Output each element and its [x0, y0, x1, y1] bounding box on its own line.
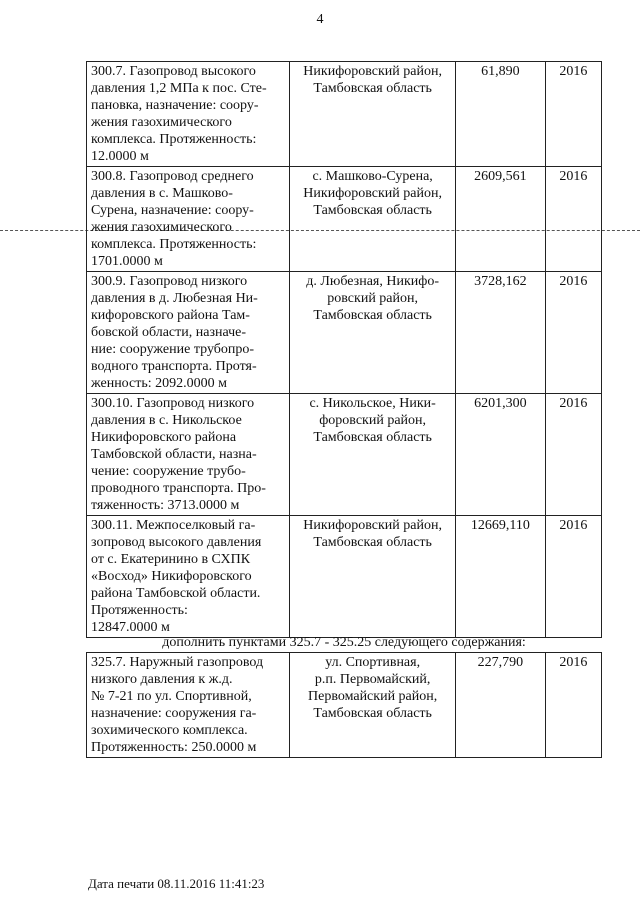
item-location-line: Тамбовская область	[313, 308, 432, 323]
item-location-line: форовский район,	[319, 413, 427, 428]
property-table-additional	[86, 652, 602, 758]
item-description-line: «Восход» Никифоровского	[91, 569, 252, 584]
item-description-line: зохимического комплекса.	[91, 723, 248, 738]
item-location-line: д. Любезная, Никифо-	[306, 274, 439, 289]
item-value: 6201,300	[456, 394, 546, 516]
item-description-line: Протяженность: 250.0000 м	[91, 740, 257, 755]
item-description-line: Тамбовской области, назна-	[91, 447, 257, 462]
item-description	[87, 653, 290, 758]
item-location-line: Никифоровский район,	[303, 518, 442, 533]
item-description-line: № 7-21 по ул. Спортивной,	[91, 689, 252, 704]
item-value: 3728,162	[456, 272, 546, 394]
item-description-line: ние: сооружение трубопро-	[91, 342, 255, 357]
item-description-line: 12.0000 м	[91, 149, 149, 164]
supplement-text: дополнить пунктами 325.7 - 325.25 следующего содержания:	[162, 635, 526, 650]
item-year: 2016	[545, 62, 601, 167]
item-description-line: Сурена, назначение: соору-	[91, 203, 254, 218]
item-location-line: Тамбовская область	[313, 81, 432, 96]
item-description	[87, 394, 290, 516]
item-description-line: от с. Екатеринино в СХПК	[91, 552, 251, 567]
item-location-line: с. Машково-Сурена,	[312, 169, 433, 184]
item-location-line: с. Никольское, Ники-	[309, 396, 436, 411]
table-row	[87, 394, 602, 516]
item-description-line: 325.7. Наружный газопровод	[91, 655, 264, 670]
item-year: 2016	[545, 516, 601, 638]
item-location	[290, 167, 456, 272]
item-location	[290, 62, 456, 167]
property-table	[86, 61, 602, 638]
item-description-line: давления в с. Машково-	[91, 186, 233, 201]
item-description-line: Протяженность:	[91, 603, 188, 618]
property-table-additional-body	[87, 653, 602, 758]
item-description-line: женность: 2092.0000 м	[91, 376, 228, 391]
item-description-line: 300.8. Газопровод среднего	[91, 169, 254, 184]
item-location	[290, 516, 456, 638]
item-description-line: 300.7. Газопровод высокого	[91, 64, 256, 79]
item-location	[290, 272, 456, 394]
print-date-footer: Дата печати 08.11.2016 11:41:23	[88, 876, 265, 891]
item-location-line: Никифоровский район,	[303, 186, 442, 201]
item-value: 12669,110	[456, 516, 546, 638]
item-description-line: кифоровского района Там-	[91, 308, 250, 323]
item-year: 2016	[545, 167, 601, 272]
item-description-line: бовской области, назначе-	[91, 325, 247, 340]
item-location	[290, 394, 456, 516]
item-description-line: района Тамбовской области.	[91, 586, 261, 601]
item-description-line: пановка, назначение: соору-	[91, 98, 259, 113]
item-year: 2016	[545, 394, 601, 516]
item-description-line: 300.10. Газопровод низкого	[91, 396, 255, 411]
item-location-line: Первомайский район,	[308, 689, 438, 704]
item-description-line: 300.11. Межпоселковый га-	[91, 518, 256, 533]
item-value: 61,890	[456, 62, 546, 167]
page-number: 4	[316, 12, 324, 27]
item-description-line: комплекса. Протяженность:	[91, 237, 257, 252]
item-description-line: давления в с. Никольское	[91, 413, 242, 428]
item-description-line: проводного транспорта. Про-	[91, 481, 266, 496]
item-description	[87, 516, 290, 638]
item-description-line: зопровод высокого давления	[91, 535, 262, 550]
item-description-line: тяженность: 3713.0000 м	[91, 498, 240, 513]
item-description-line: назначение: сооружения га-	[91, 706, 257, 721]
item-description	[87, 62, 290, 167]
item-description-line: жения газохимического	[91, 115, 232, 130]
item-description	[87, 167, 290, 272]
item-description-line: давления 1,2 МПа к пос. Сте-	[91, 81, 267, 96]
item-description-line: комплекса. Протяженность:	[91, 132, 257, 147]
item-description-line: жения газохимического	[91, 220, 232, 235]
item-description	[87, 272, 290, 394]
item-location-line: ул. Спортивная,	[325, 655, 421, 670]
item-location-line: Никифоровский район,	[303, 64, 442, 79]
table-row	[87, 62, 602, 167]
item-description-line: низкого давления к ж.д.	[91, 672, 233, 687]
item-value: 227,790	[456, 653, 546, 758]
item-year: 2016	[545, 653, 601, 758]
item-location-line: р.п. Первомайский,	[314, 672, 431, 687]
item-description-line: 12847.0000 м	[91, 620, 170, 635]
item-location-line: Тамбовская область	[313, 203, 432, 218]
item-location	[290, 653, 456, 758]
item-description-line: давления в д. Любезная Ни-	[91, 291, 258, 306]
item-description-line: 1701.0000 м	[91, 254, 163, 269]
item-description-line: Никифоровского района	[91, 430, 237, 445]
item-location-line: Тамбовская область	[313, 535, 432, 550]
item-description-line: водного транспорта. Протя-	[91, 359, 257, 374]
item-location-line: Тамбовская область	[313, 430, 432, 445]
item-location-line: Тамбовская область	[313, 706, 432, 721]
item-value: 2609,561	[456, 167, 546, 272]
property-table-body	[87, 62, 602, 638]
item-year: 2016	[545, 272, 601, 394]
table-row	[87, 516, 602, 638]
item-description-line: чение: сооружение трубо-	[91, 464, 246, 479]
item-location-line: ровский район,	[327, 291, 419, 306]
table-row	[87, 653, 602, 758]
table-row	[87, 272, 602, 394]
item-description-line: 300.9. Газопровод низкого	[91, 274, 248, 289]
table-row	[87, 167, 602, 272]
